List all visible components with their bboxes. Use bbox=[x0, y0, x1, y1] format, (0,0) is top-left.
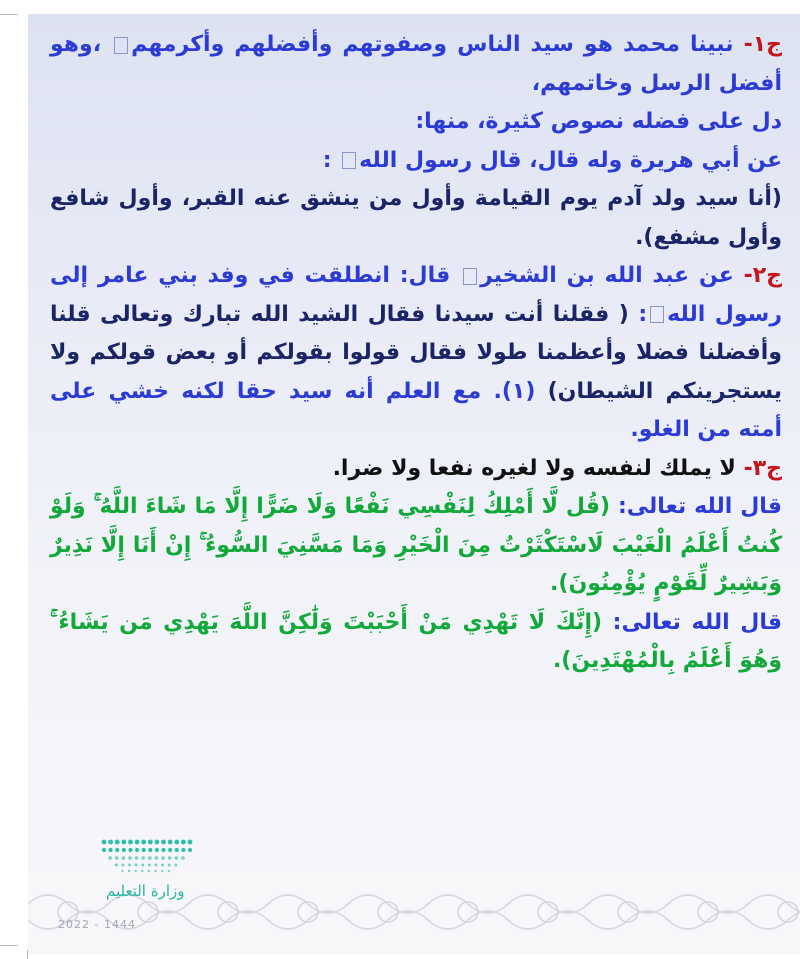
paragraph bbox=[50, 103, 782, 142]
text-body bbox=[50, 26, 782, 681]
text-segment: قال: انطلقت في وفد بني عامر إلى رسول الله bbox=[50, 263, 782, 327]
text-segment: (إِنَّكَ لَا تَهْدِي مَنْ أَحْبَبْتَ وَلَٰكِنَّ اللَّهَ يَهْدِي مَن يَشَاءُ ۚ وَهُوَ أَعْلَمُ بِالْمُهْتَدِينَ). bbox=[50, 609, 782, 673]
text-segment: دل على فضله نصوص كثيرة، منها: bbox=[415, 109, 782, 134]
text-segment: ج١- bbox=[733, 32, 783, 57]
paragraph bbox=[50, 26, 782, 103]
paragraph bbox=[50, 488, 782, 604]
crop-mark bbox=[0, 14, 18, 15]
text-segment: : bbox=[628, 301, 648, 327]
edition-year: 2022 - 1444 bbox=[58, 918, 136, 931]
text-segment: ( فقلنا أنت سيدنا فقال الشيد الله تبارك وتعالى قلنا وأفضلنا فضلا وأعظمنا طولا فقال قولوا بقولكم أو بعض قولكم ولا يستجرينكم الشيطان) bbox=[50, 301, 782, 404]
text-segment: ،وهو أفضل الرسل وخاتمهم، bbox=[50, 32, 782, 96]
paragraph bbox=[50, 604, 782, 681]
paragraph bbox=[50, 142, 782, 181]
text-segment: عن عبد الله بن الشخير bbox=[480, 263, 734, 288]
text-segment: قال الله تعالى: bbox=[602, 609, 782, 635]
text-segment: نبينا محمد هو سيد الناس وصفوتهم وأفضلهم وأكرمهم bbox=[131, 32, 734, 57]
missing-glyph-icon bbox=[650, 306, 664, 323]
paragraph bbox=[50, 180, 782, 257]
text-segment: : bbox=[322, 147, 340, 173]
crop-mark bbox=[0, 945, 18, 946]
text-segment: ج٢- bbox=[733, 263, 783, 288]
paragraph bbox=[50, 257, 782, 450]
text-segment: قال الله تعالى: bbox=[610, 494, 782, 519]
text-segment: (قُل لَّا أَمْلِكُ لِنَفْسِي نَفْعًا وَلَا ضَرًّا إِلَّا مَا شَاءَ اللَّهُ ۚ وَلَوْ كُنتُ أَعْلَمُ الْغَيْبَ لَاسْتَكْثَرْتُ مِنَ الْخَيْرِ وَمَا مَسَّنِيَ السُّوءُ ۚ إِنْ أَنَا إِلَّا نَذِيرٌ وَبَشِيرٌ لِّقَوْمٍ يُؤْمِنُونَ). bbox=[50, 494, 782, 596]
paragraph bbox=[50, 450, 782, 489]
ministry-logo-icon bbox=[100, 836, 195, 884]
text-segment: لا يملك لنفسه ولا لغيره نفعا ولا ضرا. bbox=[332, 455, 736, 481]
text-segment: (١). مع العلم أنه سيد حقا لكنه خشي على أمته من الغلو. bbox=[50, 378, 782, 442]
ministry-logo-text: وزارة التعليم bbox=[106, 882, 185, 900]
page bbox=[28, 14, 800, 954]
text-segment: عن أبي هريرة وله قال، قال رسول الله bbox=[359, 147, 782, 173]
missing-glyph-icon bbox=[463, 268, 477, 285]
text-segment: (أنا سيد ولد آدم يوم القيامة وأول من ينشق عنه القبر، وأول شافع وأول مشفع). bbox=[50, 186, 782, 250]
text-segment: ج٣- bbox=[735, 455, 782, 481]
missing-glyph-icon bbox=[342, 152, 356, 169]
missing-glyph-icon bbox=[114, 37, 128, 54]
